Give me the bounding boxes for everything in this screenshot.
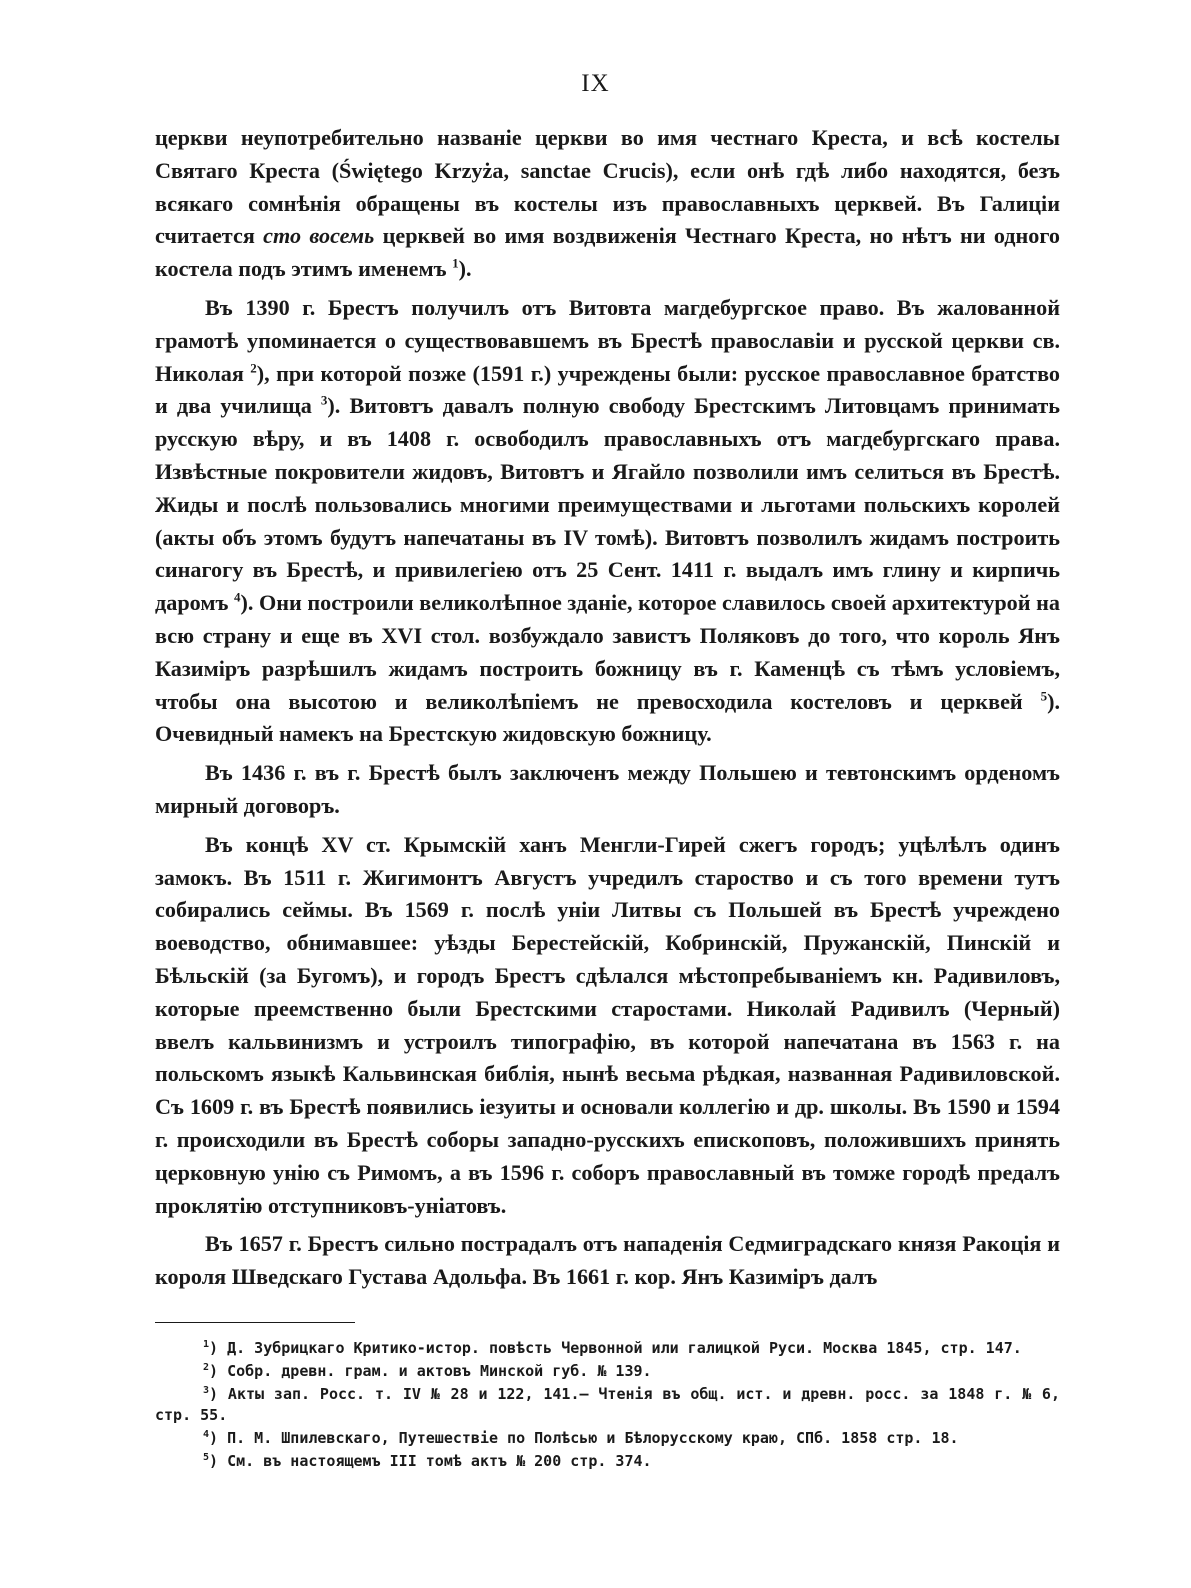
text-run: ). Очевидный намекъ на Брестскую жидовскую божницу. (155, 688, 1060, 747)
footnote-ref[interactable]: 2 (250, 360, 257, 376)
footnote-ref[interactable]: 5 (1040, 688, 1048, 704)
text-run: ). Витовтъ давалъ полную свободу Брестскимъ Литовцамъ принимать русскую вѣру, и въ 1408 г. освободилъ православныхъ отъ магдебургскаго права. Извѣстные покровители жидовъ, Витовтъ и Ягайло позволили имъ селиться въ Брестѣ. Жиды и послѣ пользовались многими преимуществами и льготами польскихъ королей (акты объ этомъ будутъ напечатаны въ IV томѣ). Витовтъ позволилъ жидамъ построить синагогу въ Брестѣ, и привилегіею отъ 25 Сент. 1411 г. выдалъ имъ глину и кирпичь даромъ (155, 393, 1060, 616)
footnote-ref[interactable]: 3 (320, 392, 328, 408)
text-run: Въ 1436 г. въ г. Брестѣ былъ заключенъ между Польшею и тевтонскимъ орденомъ мирный договоръ. (155, 760, 1060, 818)
footnote-text: ) См. въ настоящемъ III томѣ актъ № 200 стр. 374. (209, 1452, 652, 1470)
text-run: церкви неупотребительно названіе церкви во имя честнаго Креста, и всѣ костелы Святаго Креста (Świętego Krzyża, sanctae Crucis), если онѣ гдѣ либо находятся, безъ всякаго сомнѣнія обращены въ костелы изъ православныхъ церквей. Въ Галиціи считается (155, 125, 1060, 249)
paragraph (155, 292, 1060, 751)
footnote-number: 1 (203, 1339, 210, 1350)
footnote-number: 3 (203, 1385, 210, 1396)
footnote-text: ) Акты зап. Росс. т. IV № 28 и 122, 141.— Чтенія въ общ. ист. и древн. росс. за 1848 г. № 6, стр. 55. (155, 1385, 1060, 1424)
footnote-text: ) Собр. древн. грам. и актовъ Минской губ. № 139. (209, 1362, 652, 1380)
text-run: церквей во имя воздвиженія Честнаго Креста, но нѣтъ ни одного костела подъ этимъ именемъ (155, 223, 1060, 282)
text-run: Въ концѣ XV ст. Крымскій ханъ Менгли-Гирей сжегъ городъ; уцѣлѣлъ одинъ замокъ. Въ 1511 г. Жигимонтъ Августъ учредилъ староство и съ того времени тутъ собирались сеймы. Въ 1569 г. послѣ уніи Литвы съ Польшей въ Брестѣ учреждено воеводство, обнимавшее: уѣзды Берестейскій, Кобринскій, Пружанскій, Пинскій и Бѣльскій (за Бугомъ), и городъ Брестъ сдѣлался мѣстопребываніемъ кн. Радивиловъ, которые преемственно были Брестскими старостами. Николай Радивилъ (Черный) ввелъ кальвинизмъ и устроилъ типографію, въ которой напечатана въ 1563 г. на польскомъ языкѣ Кальвинская библія, нынѣ весьма рѣдкая, названная Радивиловской. Съ 1609 г. въ Брестѣ появились іезуиты и основали коллегію и др. школы. Въ 1590 и 1594 г. происходили въ Брестѣ соборы западно-русскихъ епископовъ, положившихъ принять церковную унію съ Римомъ, а въ 1596 г. соборъ православный въ томже городѣ предалъ проклятію отступниковъ-уніатовъ. (155, 831, 1060, 1218)
text-run: ). Они построили великолѣпное зданіе, которое славилось своей архитектурой на всю страну и еще въ XVI стол. возбуждало завистъ Поляковъ до того, что король Янъ Казиміръ разрѣшилъ жидамъ построить божницу въ г. Каменцѣ съ тѣмъ условіемъ, чтобы она высотою и великолѣпіемъ не превосходила костеловъ и церквей (155, 590, 1060, 714)
footnote (155, 1451, 1060, 1472)
paragraph (155, 829, 1060, 1223)
text-run: Въ 1390 г. Брестъ получилъ отъ Витовта магдебургское право. Въ жалованной грамотѣ упоминается о существовавшемъ въ Брестѣ православіи и русской церкви св. Николая (155, 294, 1060, 386)
footnote-ref[interactable]: 1 (452, 255, 459, 271)
paragraph (155, 122, 1060, 286)
footnote-text: ) Д. Зубрицкаго Критико-истор. повѣсть Червонной или галицкой Руси. Москва 1845, стр. 147. (209, 1339, 1022, 1357)
text-run: ), при которой позже (1591 г.) учреждены были: русское православное братство и два училища (155, 360, 1060, 419)
footnote-text: ) П. М. Шпилевскаго, Путешествіе по Полѣсью и Бѣлорусскому краю, СПб. 1858 стр. 18. (209, 1429, 959, 1447)
text-run: ). (458, 256, 472, 282)
body-text (155, 122, 1060, 1300)
footnote-divider (155, 1322, 355, 1323)
emphasized-text: сто восемь (263, 223, 375, 249)
footnote (155, 1361, 1060, 1382)
footnote (155, 1338, 1060, 1359)
footnote-number: 4 (203, 1429, 210, 1440)
footnote (155, 1384, 1060, 1426)
paragraph (155, 757, 1060, 823)
paragraph (155, 1228, 1060, 1294)
page-number: IX (581, 70, 610, 97)
footnotes (155, 1338, 1060, 1474)
footnote (155, 1428, 1060, 1449)
text-run: Въ 1657 г. Брестъ сильно пострадалъ отъ нападенія Седмиградскаго князя Ракоція и короля Шведскаго Густава Адольфа. Въ 1661 г. кор. Янъ Казиміръ далъ (155, 1231, 1060, 1290)
footnote-number: 5 (203, 1452, 210, 1463)
footnote-number: 2 (203, 1362, 210, 1373)
footnote-ref[interactable]: 4 (233, 589, 241, 605)
